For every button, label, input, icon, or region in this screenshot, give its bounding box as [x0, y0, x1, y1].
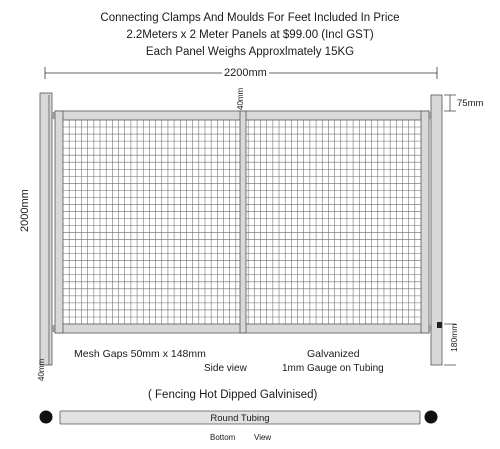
- fencing-note: ( Fencing Hot Dipped Galvinised): [148, 389, 318, 401]
- bottom-offset-label: 180mm: [449, 323, 459, 352]
- top-right-clamp: [429, 112, 431, 119]
- gauge-note: 1mm Gauge on Tubing: [282, 363, 384, 374]
- top-offset-label: 75mm: [457, 98, 484, 109]
- top-offset-dimension: [444, 95, 456, 111]
- bottom-label: Bottom: [210, 433, 236, 442]
- round-tubing-label: Round Tubing: [210, 413, 270, 424]
- foot-clamp-marker: [437, 322, 442, 328]
- header-line-2: 2.2Meters x 2 Meter Panels at $99.00 (Incl GST): [126, 29, 374, 41]
- bottom-left-clamp: [52, 325, 55, 332]
- galvanized-note: Galvanized: [307, 348, 360, 360]
- side-view-label: Side view: [204, 363, 247, 374]
- bottom-right-clamp: [429, 325, 431, 332]
- post-width-label: 40mm: [37, 358, 46, 381]
- width-label: 2200mm: [224, 67, 267, 79]
- view-label: View: [254, 433, 272, 442]
- inner-right-stile: [421, 111, 429, 333]
- top-bar-label: 40mm: [236, 87, 245, 110]
- mesh-gaps-note: Mesh Gaps 50mm x 148mm: [74, 348, 206, 360]
- top-left-clamp: [52, 112, 55, 119]
- header-line-3: Each Panel Weighs Approxlmately 15KG: [145, 46, 355, 58]
- inner-left-stile: [55, 111, 63, 333]
- center-post: [240, 111, 246, 333]
- left-post: [40, 93, 52, 365]
- header-line-1: Connecting Clamps And Moulds For Feet Included In Price: [100, 12, 400, 24]
- height-label: 2000mm: [19, 189, 31, 232]
